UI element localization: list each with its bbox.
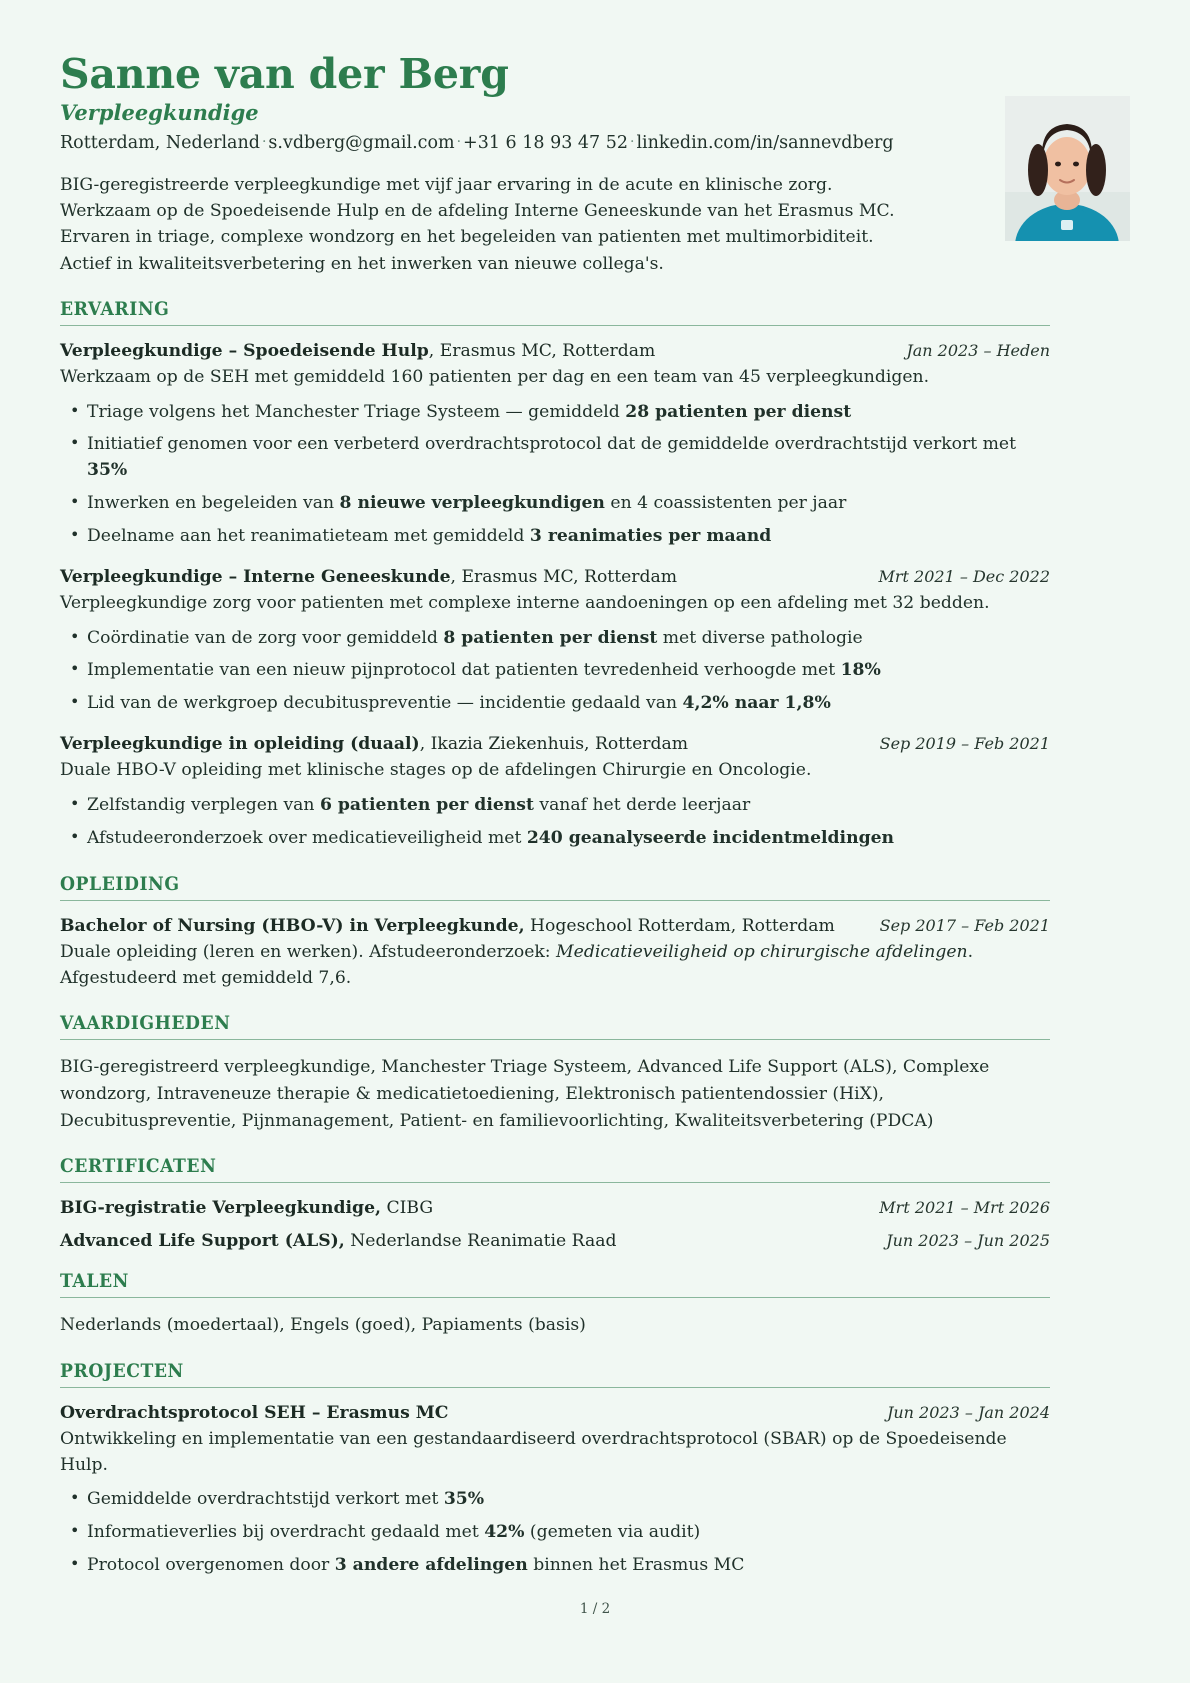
contact-linkedin[interactable]: linkedin.com/in/sannevdberg bbox=[636, 133, 894, 154]
list-item bbox=[60, 691, 1050, 717]
bullet-text-pre: Coördinatie van de zorg voor gemiddeld bbox=[87, 627, 444, 648]
bullet-text-post: vanaf het derde leerjaar bbox=[533, 795, 751, 816]
bullet-text-strong: 4,2% naar 1,8% bbox=[682, 693, 831, 714]
education-thesis-title: Medicatieveiligheid op chirurgische afdelingen bbox=[556, 941, 968, 962]
project-entry-header bbox=[60, 1402, 1050, 1425]
project-summary: Ontwikkeling en implementatie van een gestandaardiseerd overdrachtsprotocol (SBAR) op de Spoedeisende Hulp. bbox=[60, 1428, 1007, 1475]
profile-photo bbox=[1005, 96, 1130, 241]
section-heading-skills: VAARDIGHEDEN bbox=[60, 1013, 231, 1035]
list-item bbox=[60, 432, 1050, 484]
education-entry bbox=[60, 915, 1050, 992]
candidate-role: Verpleegkundige bbox=[60, 100, 259, 126]
experience-bullet-list bbox=[60, 626, 1050, 717]
education-school: Hogeschool Rotterdam, Rotterdam bbox=[524, 915, 835, 936]
experience-entry-header bbox=[60, 566, 1050, 589]
bullet-text-strong: 28 patienten per dienst bbox=[625, 401, 852, 422]
bullet-text-pre: Implementatie van een nieuw pijnprotocol dat patienten tevredenheid verhoogde met bbox=[87, 660, 841, 681]
contact-separator-3: · bbox=[630, 134, 635, 151]
bullet-text-strong: 42% bbox=[484, 1522, 525, 1543]
section-divider-experience bbox=[60, 325, 1050, 326]
experience-summary: Duale HBO-V opleiding met klinische stages op de afdelingen Chirurgie en Oncologie. bbox=[60, 760, 812, 781]
list-item bbox=[60, 1520, 1050, 1546]
page-footer bbox=[0, 1601, 1190, 1617]
section-experience bbox=[60, 299, 1050, 852]
certificate-row bbox=[60, 1197, 1050, 1220]
experience-entry bbox=[60, 340, 1050, 550]
bullet-text-strong: 3 reanimaties per maand bbox=[529, 525, 772, 546]
section-heading-languages: TALEN bbox=[60, 1270, 129, 1292]
section-certificates bbox=[60, 1156, 1050, 1252]
certificate-issuer: CIBG bbox=[381, 1198, 434, 1219]
experience-entry-header bbox=[60, 340, 1050, 363]
bullet-text-strong: 6 patienten per dienst bbox=[319, 795, 534, 816]
certificate-issuer: Nederlandse Reanimatie Raad bbox=[344, 1230, 617, 1251]
education-date: Sep 2017 – Feb 2021 bbox=[879, 915, 1050, 935]
experience-date: Sep 2019 – Feb 2021 bbox=[879, 734, 1050, 754]
experience-summary: Verpleegkundige zorg voor patienten met complexe interne aandoeningen op een afdeling met 32 bedden. bbox=[60, 592, 990, 613]
experience-bullet-list bbox=[60, 793, 1050, 852]
bullet-text-pre: Zelfstandig verplegen van bbox=[87, 795, 320, 816]
bullet-text-pre: Triage volgens het Manchester Triage Systeem — gemiddeld bbox=[87, 401, 626, 422]
experience-title-line bbox=[60, 733, 862, 756]
section-heading-experience: ERVARING bbox=[60, 298, 170, 320]
project-date: Jun 2023 – Jan 2024 bbox=[886, 1402, 1050, 1422]
project-entry bbox=[60, 1402, 1050, 1579]
list-item bbox=[60, 1487, 1050, 1513]
contact-email[interactable]: s.vdberg@gmail.com bbox=[268, 133, 455, 154]
page-indicator: 1 / 2 bbox=[579, 1601, 611, 1617]
languages-text: Nederlands (moedertaal), Engels (goed), Papiaments (basis) bbox=[60, 1314, 586, 1335]
project-title-line bbox=[60, 1402, 869, 1425]
bullet-text-strong: 18% bbox=[840, 660, 881, 681]
experience-company: , Erasmus MC, Rotterdam bbox=[450, 566, 678, 587]
bullet-text-strong: 3 andere afdelingen bbox=[334, 1554, 528, 1575]
experience-company: , Ikazia Ziekenhuis, Rotterdam bbox=[419, 734, 689, 755]
experience-title-line bbox=[60, 340, 888, 363]
project-bullet-list bbox=[60, 1487, 1050, 1578]
skills-text: BIG-geregistreerd verpleegkundige, Manchester Triage Systeem, Advanced Life Support (ALS), Complexe wondzorg, Intraveneuze therapie & medicatietoediening, Elektronisch patientendossier (HiX), Decubituspreventie, Pijnmanagement, Patient- en familievoorlichting, Kwaliteitsverbetering (PDCA) bbox=[60, 1057, 990, 1131]
experience-entry-header bbox=[60, 733, 1050, 756]
education-title-line bbox=[60, 915, 862, 938]
section-divider-skills bbox=[60, 1039, 1050, 1040]
project-name: Overdrachtsprotocol SEH – Erasmus MC bbox=[60, 1402, 449, 1423]
bullet-text-post: met diverse pathologie bbox=[657, 627, 863, 648]
bullet-text-pre: Informatieverlies bij overdracht gedaald met bbox=[87, 1522, 485, 1543]
list-item bbox=[60, 826, 1050, 852]
candidate-name: Sanne van der Berg bbox=[60, 50, 509, 98]
experience-entry bbox=[60, 566, 1050, 717]
bullet-text-pre: Lid van de werkgroep decubituspreventie — incidentie gedaald van bbox=[87, 693, 683, 714]
list-item bbox=[60, 400, 1050, 426]
list-item bbox=[60, 658, 1050, 684]
experience-date: Mrt 2021 – Dec 2022 bbox=[878, 566, 1050, 586]
certificate-date: Jun 2023 – Jun 2025 bbox=[886, 1230, 1050, 1250]
contact-location: Rotterdam, Nederland bbox=[60, 133, 260, 154]
section-heading-projects: PROJECTEN bbox=[60, 1360, 184, 1382]
experience-role: Verpleegkundige – Interne Geneeskunde bbox=[60, 566, 451, 587]
bullet-text-strong: 8 nieuwe verpleegkundigen bbox=[339, 493, 605, 514]
experience-title-line bbox=[60, 566, 861, 589]
certificate-row bbox=[60, 1230, 1050, 1253]
section-divider-projects bbox=[60, 1387, 1050, 1388]
cv-header bbox=[60, 52, 1050, 277]
education-detail bbox=[60, 940, 1050, 992]
bullet-text-strong: 35% bbox=[87, 460, 128, 481]
certificate-date: Mrt 2021 – Mrt 2026 bbox=[879, 1198, 1050, 1218]
bullet-text-pre: Inwerken en begeleiden van bbox=[87, 493, 340, 514]
list-item bbox=[60, 491, 1050, 517]
contact-separator-2: · bbox=[456, 134, 462, 151]
list-item bbox=[60, 793, 1050, 819]
education-entry-header bbox=[60, 915, 1050, 938]
list-item bbox=[60, 524, 1050, 550]
professional-summary: BIG-geregistreerde verpleegkundige met vijf jaar ervaring in de acute en klinische zorg. Werkzaam op de Spoedeisende Hulp en de afdeling Interne Geneeskunde van het Erasmus MC. Ervaren in triage, complexe wondzorg en het begeleiden van patienten met multimorbiditeit. Actief in kwaliteitsverbetering en het inwerken van nieuwe collega's. bbox=[60, 175, 895, 274]
experience-date: Jan 2023 – Heden bbox=[906, 340, 1050, 360]
certificate-name: Advanced Life Support (ALS), bbox=[60, 1230, 345, 1251]
bullet-text-pre: Protocol overgenomen door bbox=[87, 1554, 335, 1575]
section-languages bbox=[60, 1271, 1050, 1339]
bullet-text-post: en 4 coassistenten per jaar bbox=[604, 493, 847, 514]
experience-bullet-list bbox=[60, 400, 1050, 550]
bullet-text-pre: Initiatief genomen voor een verbeterd overdrachtsprotocol dat de gemiddelde overdrachtstijd verkort met bbox=[87, 434, 1016, 455]
section-education bbox=[60, 874, 1050, 992]
list-item bbox=[60, 626, 1050, 652]
section-projects bbox=[60, 1361, 1050, 1579]
section-divider-languages bbox=[60, 1297, 1050, 1298]
contact-line bbox=[60, 132, 1050, 156]
education-detail-post: . Afgestudeerd met gemiddeld 7,6. bbox=[60, 941, 974, 988]
bullet-text-strong: 8 patienten per dienst bbox=[443, 627, 658, 648]
experience-role: Verpleegkundige in opleiding (duaal) bbox=[60, 734, 420, 755]
list-item bbox=[60, 1553, 1050, 1579]
section-heading-education: OPLEIDING bbox=[60, 873, 180, 895]
contact-separator-1: · bbox=[261, 134, 267, 151]
profile-photo-image bbox=[1005, 96, 1130, 241]
experience-role: Verpleegkundige – Spoedeisende Hulp bbox=[60, 340, 429, 361]
section-divider-education bbox=[60, 900, 1050, 901]
section-skills bbox=[60, 1013, 1050, 1134]
experience-company: , Erasmus MC, Rotterdam bbox=[428, 340, 656, 361]
education-detail-pre: Duale opleiding (leren en werken). Afstudeeronderzoek: bbox=[60, 941, 557, 962]
certificate-title-line bbox=[60, 1197, 861, 1220]
contact-phone[interactable]: +31 6 18 93 47 52 bbox=[463, 133, 628, 154]
experience-entry bbox=[60, 733, 1050, 852]
bullet-text-pre: Gemiddelde overdrachtstijd verkort met bbox=[87, 1489, 444, 1510]
section-heading-certificates: CERTIFICATEN bbox=[60, 1156, 217, 1178]
bullet-text-pre: Afstudeeronderzoek over medicatieveiligheid met bbox=[87, 827, 527, 848]
bullet-text-strong: 240 geanalyseerde incidentmeldingen bbox=[526, 827, 895, 848]
section-divider-certificates bbox=[60, 1182, 1050, 1183]
education-degree: Bachelor of Nursing (HBO-V) in Verpleegkunde, bbox=[60, 915, 525, 936]
bullet-text-pre: Deelname aan het reanimatieteam met gemiddeld bbox=[87, 525, 530, 546]
certificate-title-line bbox=[60, 1230, 868, 1253]
bullet-text-strong: 35% bbox=[443, 1489, 485, 1510]
bullet-text-post: (gemeten via audit) bbox=[524, 1522, 701, 1543]
experience-summary: Werkzaam op de SEH met gemiddeld 160 patienten per dag en een team van 45 verpleegkundigen. bbox=[60, 366, 930, 387]
bullet-text-post: binnen het Erasmus MC bbox=[527, 1554, 745, 1575]
certificate-name: BIG-registratie Verpleegkundige, bbox=[60, 1198, 381, 1219]
